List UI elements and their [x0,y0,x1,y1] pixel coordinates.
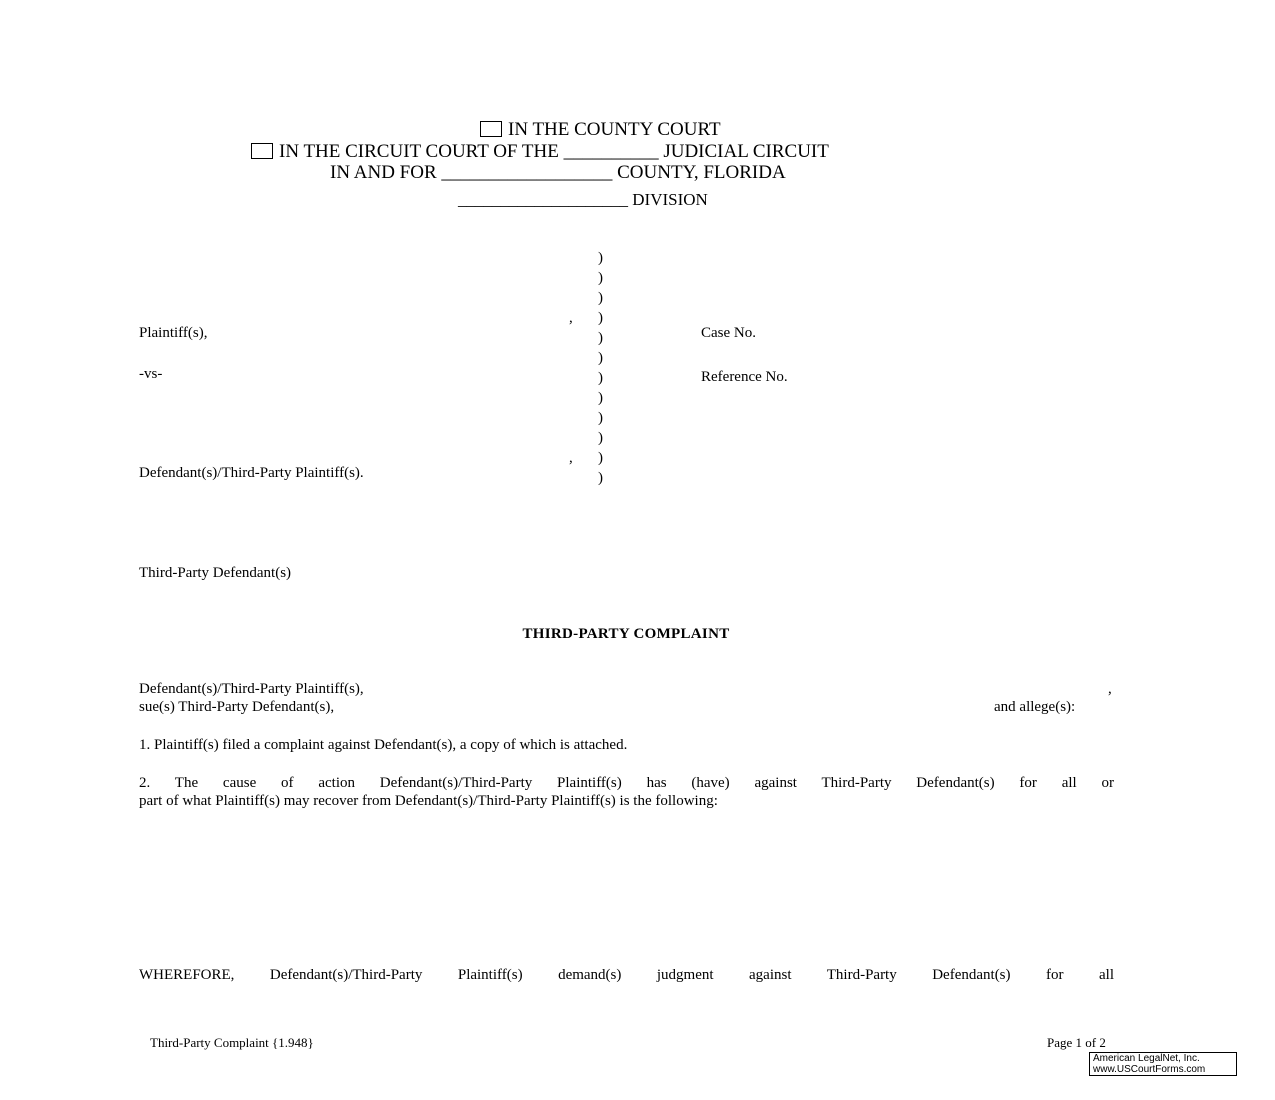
circuit-court-checkbox[interactable] [251,143,273,159]
intro-line1-right: , [1108,681,1112,697]
county-court-label: IN THE COUNTY COURT [508,119,721,140]
caption-paren: ) [598,250,603,266]
caption-paren: ) [598,470,603,486]
wherefore-clause: WHEREFORE, Defendant(s)/Third-Party Plaintiff(s) demand(s) judgment against Third-Party Defendant(s) for all [139,967,1114,983]
reference-no-label: Reference No. [701,369,788,385]
stamp-line-1: American LegalNet, Inc. [1093,1053,1200,1064]
county-court-line [480,119,721,141]
circuit-court-line [251,141,829,163]
intro-line1-left: Defendant(s)/Third-Party Plaintiff(s), [139,681,364,697]
county-court-checkbox[interactable] [480,121,502,137]
caption-paren: ) [598,450,603,466]
intro-line2-right: and allege(s): [994,699,1076,715]
vs-label: -vs- [139,366,163,382]
circuit-court-label: IN THE CIRCUIT COURT OF THE __________ JUDICIAL CIRCUIT [279,141,829,162]
paragraph-2-line1: 2. The cause of action Defendant(s)/Third-Party Plaintiff(s) has (have) against Third-Party Defendant(s) for all or [139,775,1114,791]
defendant-comma: , [569,450,573,466]
paragraph-1: 1. Plaintiff(s) filed a complaint against Defendant(s), a copy of which is attached. [139,737,628,753]
caption-paren: ) [598,370,603,386]
stamp-line-2: www.USCourtForms.com [1093,1063,1206,1075]
document-title: THIRD-PARTY COMPLAINT [522,626,730,642]
caption-paren: ) [598,390,603,406]
caption-paren: ) [598,270,603,286]
case-no-label: Case No. [701,325,756,341]
paragraph-2-line2: part of what Plaintiff(s) may recover from Defendant(s)/Third-Party Plaintiff(s) is the following: [139,793,718,809]
footer-form-name: Third-Party Complaint {1.948} [150,1035,314,1050]
publisher-stamp [1089,1052,1237,1076]
defendant-label: Defendant(s)/Third-Party Plaintiff(s). [139,465,364,481]
caption-paren: ) [598,410,603,426]
caption-paren: ) [598,430,603,446]
caption-paren: ) [598,310,603,326]
third-party-defendant-label: Third-Party Defendant(s) [139,565,292,581]
caption-paren: ) [598,350,603,366]
intro-line2-left: sue(s) Third-Party Defendant(s), [139,699,335,715]
plaintiff-comma: , [569,310,573,326]
caption-paren: ) [598,330,603,346]
plaintiff-label: Plaintiff(s), [139,325,208,341]
division-line: ____________________ DIVISION [458,190,708,209]
caption-paren: ) [598,290,603,306]
county-line: IN AND FOR __________________ COUNTY, FLORIDA [330,162,786,183]
footer-page-number: Page 1 of 2 [1047,1035,1106,1050]
